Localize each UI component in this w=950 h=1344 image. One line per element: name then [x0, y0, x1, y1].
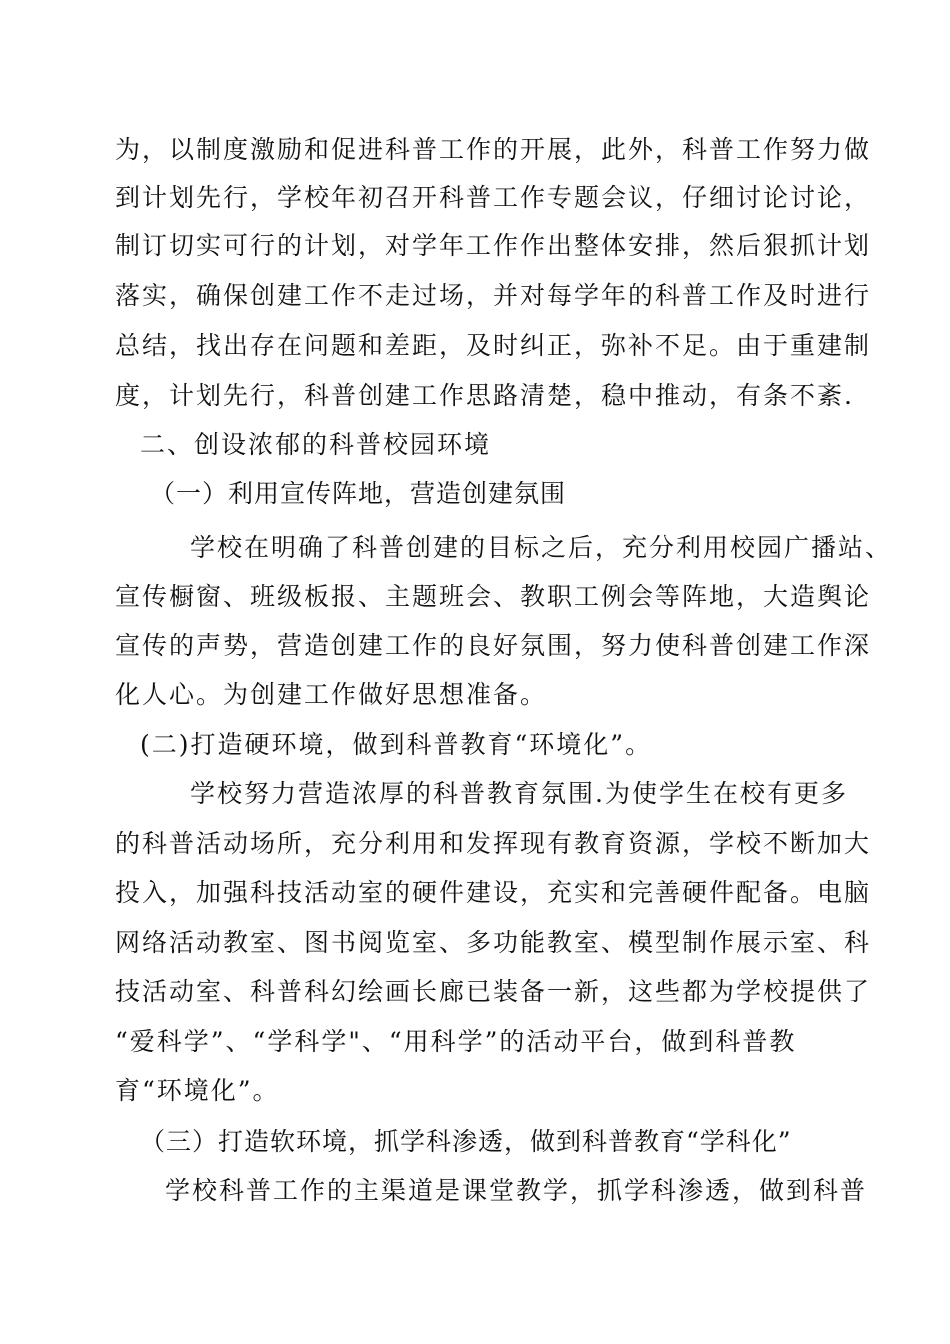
paragraph-line: 到计划先行，学校年初召开科普工作专题会议，仔细讨论讨论， [115, 183, 872, 212]
paragraph-line: 育“环境化”。 [115, 1076, 280, 1105]
paragraph-line: 学校科普工作的主渠道是课堂教学，抓学科渗透，做到科普 [165, 1176, 868, 1205]
paragraph-line: 总结，找出存在问题和差距，及时纠正，弥补不足。由于重建制 [115, 331, 872, 360]
subsection-heading: (二)打造硬环境，做到科普教育“环境化”。 [140, 730, 653, 759]
subsection-heading: （一）利用宣传阵地，营造创建氛围 [150, 479, 567, 508]
paragraph-line: 为，以制度激励和促进科普工作的开展，此外，科普工作努力做 [115, 135, 872, 164]
paragraph-line: 的科普活动场所，充分利用和发挥现有教育资源，学校不断加大 [115, 829, 872, 858]
paragraph-line: 技活动室、科普科幻绘画长廊已装备一新，这些都为学校提供了 [115, 977, 872, 1006]
paragraph-line: 网络活动教室、图书阅览室、多功能教室、模型制作展示室、科 [115, 928, 872, 957]
paragraph-line: “爱科学”、“学科学"、“用科学”的活动平台，做到科普教 [115, 1027, 797, 1056]
paragraph-line: 投入，加强科技活动室的硬件建设，充实和完善硬件配备。电脑 [115, 878, 872, 907]
subsection-heading: （三）打造软环境，抓学科渗透，做到科普教育“学科化” [140, 1127, 792, 1156]
paragraph-line: 落实，确保创建工作不走过场，并对每学年的科普工作及时进行 [115, 281, 872, 310]
section-heading: 二、创设浓郁的科普校园环境 [140, 430, 492, 459]
paragraph-line: 学校在明确了科普创建的目标之后，充分利用校园广播站、 [190, 533, 893, 562]
paragraph-line: 学校努力营造浓厚的科普教育氛围.为使学生在校有更多 [190, 779, 848, 808]
paragraph-line: 化人心。为创建工作做好思想准备。 [115, 680, 548, 709]
paragraph-line: 度，计划先行，科普创建工作思路清楚，稳中推动，有条不紊. [115, 381, 854, 410]
paragraph-line: 宣传橱窗、班级板报、主题班会、教职工例会等阵地，大造舆论 [115, 582, 872, 611]
paragraph-line: 宣传的声势，营造创建工作的良好氛围，努力使科普创建工作深 [115, 631, 872, 660]
paragraph-line: 制订切实可行的计划，对学年工作作出整体安排，然后狠抓计划 [115, 231, 872, 260]
